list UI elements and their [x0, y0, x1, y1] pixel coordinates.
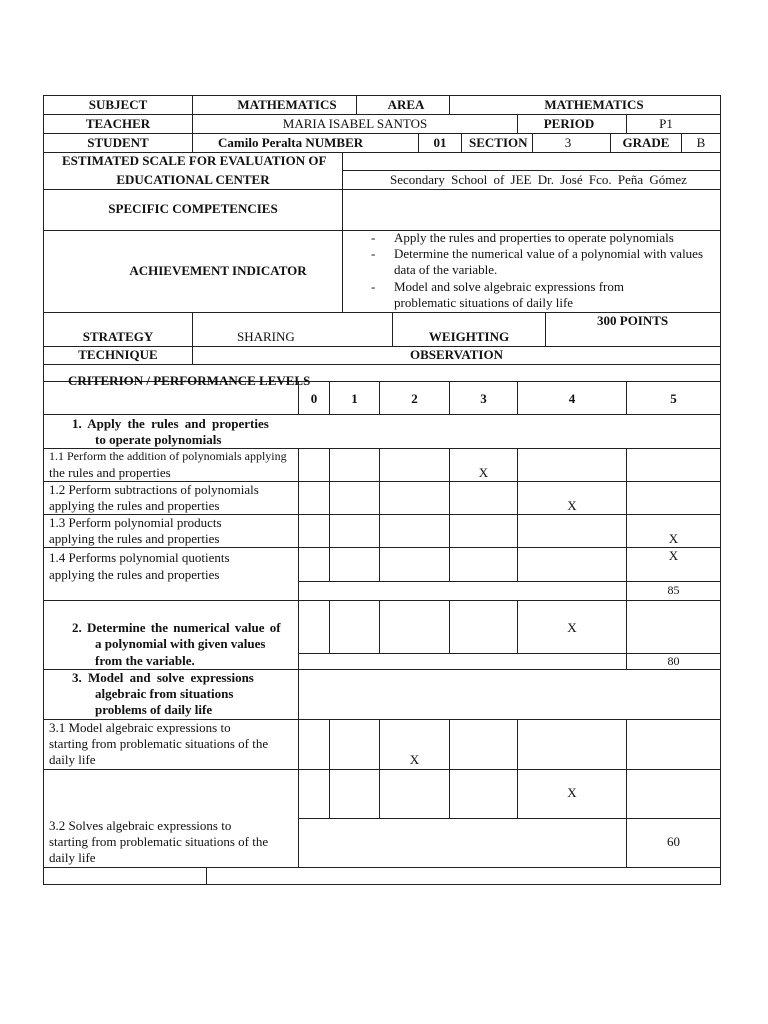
points-value: 300 POINTS	[597, 313, 669, 328]
score-cell	[329, 448, 380, 482]
teacher-label: TEACHER	[85, 116, 151, 131]
score-cell	[449, 719, 518, 770]
mark-x: X	[668, 548, 679, 563]
score-cell	[517, 719, 627, 770]
score-cell	[626, 769, 721, 819]
mark-x: X	[409, 752, 420, 767]
scale-label: ESTIMATED SCALE FOR EVALUATION OF	[62, 153, 327, 168]
c1-title: to operate polynomials	[95, 432, 222, 447]
c3-title: algebraic from situations	[95, 686, 234, 701]
center-label: EDUCATIONAL CENTER	[116, 172, 270, 187]
score-cell	[626, 719, 721, 770]
score-cell	[298, 600, 330, 654]
subtotal-row	[298, 653, 627, 670]
c1-1-label: 1.1 Perform the addition of polynomials applying	[49, 449, 287, 463]
subtotal-score-2: 80	[667, 654, 680, 668]
subtotal-row	[298, 581, 627, 601]
score-cell	[329, 600, 380, 654]
c2-label: 2. Determine the numerical value of	[72, 620, 281, 635]
c1-title: 1. Apply the rules and properties	[72, 416, 269, 431]
number-value: 01	[433, 135, 447, 150]
score-cell	[449, 514, 518, 548]
score-cell	[449, 547, 518, 582]
indicator-line: Determine the numerical value of a polynomial with values	[394, 246, 704, 261]
competencies-label: SPECIFIC COMPETENCIES	[108, 201, 278, 216]
center-value: Secondary School of JEE Dr. José Fco. Peña Gómez	[390, 172, 687, 187]
student-value: Camilo Peralta NUMBER	[218, 135, 364, 150]
indicator-label: ACHIEVEMENT INDICATOR	[129, 263, 307, 278]
strategy-label: STRATEGY	[82, 329, 154, 344]
mark-x: X	[567, 620, 577, 635]
period-label: PERIOD	[543, 116, 595, 131]
c1-3-label: 1.3 Perform polynomial products	[49, 515, 222, 530]
scale-value-cell	[342, 152, 721, 171]
score-cell	[379, 547, 450, 582]
score-cell	[298, 481, 330, 515]
level-0: 0	[310, 391, 318, 406]
c1-4-label: 1.4 Performs polynomial quotients	[49, 550, 230, 565]
indicator-line: problematic situations of daily life	[394, 295, 574, 310]
score-cell	[379, 481, 450, 515]
c2-label: a polynomial with given values	[95, 636, 266, 651]
score-cell	[449, 481, 518, 515]
area-label: AREA	[387, 97, 425, 112]
score-cell	[329, 514, 380, 548]
c3-title: 3. Model and solve expressions	[72, 670, 254, 685]
mark-x: X	[478, 465, 489, 480]
indicator-line: Apply the rules and properties to operate polynomials	[394, 230, 674, 245]
indicator-line: Model and solve algebraic expressions from	[394, 279, 624, 294]
mark-x: X	[567, 785, 577, 800]
score-cell	[449, 600, 518, 654]
indicator-bullet: -	[371, 279, 376, 294]
c1-1-label: the rules and properties	[49, 465, 171, 480]
indicator-bullet: -	[371, 230, 376, 245]
grade-value: B	[696, 135, 706, 150]
competencies-value-cell	[342, 189, 721, 231]
level-3: 3	[480, 391, 487, 406]
level-4: 4	[568, 391, 576, 406]
score-cell	[329, 719, 380, 770]
score-cell	[298, 719, 330, 770]
score-cell	[329, 547, 380, 582]
c1-2-label: applying the rules and properties	[49, 498, 220, 513]
score-cell	[298, 547, 330, 582]
score-cell	[626, 448, 721, 482]
c1-4-label: applying the rules and properties	[49, 567, 220, 582]
teacher-value: MARIA ISABEL SANTOS	[282, 116, 428, 131]
section-label: SECTION	[469, 135, 528, 150]
grade-label: GRADE	[622, 135, 670, 150]
c3-1-label: 3.1 Model algebraic expressions to	[49, 720, 231, 735]
area-value: MATHEMATICS	[544, 97, 644, 112]
score-cell	[298, 448, 330, 482]
section-value: 3	[564, 135, 572, 150]
c3-1-label: daily life	[49, 752, 96, 767]
footer-cell	[206, 867, 721, 885]
score-cell	[449, 769, 518, 819]
strategy-value: SHARING	[237, 329, 295, 344]
score-cell	[379, 600, 450, 654]
c3-title: problems of daily life	[95, 702, 213, 717]
score-cell	[626, 600, 721, 654]
c3-2-label: daily life	[49, 850, 96, 865]
c2-label: from the variable.	[95, 653, 195, 668]
subject-label: SUBJECT	[88, 97, 148, 112]
score-cell	[379, 514, 450, 548]
c3-1-label: starting from problematic situations of the	[49, 736, 269, 751]
score-cell	[298, 514, 330, 548]
c3-title-blank	[298, 669, 721, 720]
student-label: STUDENT	[87, 135, 149, 150]
score-cell	[517, 547, 627, 582]
indicator-line: data of the variable.	[394, 262, 498, 277]
score-cell	[517, 448, 627, 482]
mark-x: X	[567, 498, 577, 513]
score-cell	[626, 481, 721, 515]
subject-value: MATHEMATICS	[237, 97, 337, 112]
score-cell	[517, 514, 627, 548]
score-cell	[379, 448, 450, 482]
level-2: 2	[411, 391, 418, 406]
criterion-header: CRITERION / PERFORMANCE LEVELS	[68, 373, 311, 388]
level-1: 1	[351, 391, 358, 406]
period-value: P1	[659, 116, 673, 131]
indicator-bullet: -	[371, 246, 376, 261]
score-cell	[329, 769, 380, 819]
score-cell	[379, 769, 450, 819]
subtotal-score-1: 85	[667, 583, 680, 597]
mark-x: X	[668, 531, 679, 546]
footer-cell	[43, 867, 207, 885]
c1-2-label: 1.2 Perform subtractions of polynomials	[49, 482, 259, 497]
score-cell	[329, 481, 380, 515]
subtotal-score-3: 60	[667, 834, 680, 849]
c1-3-label: applying the rules and properties	[49, 531, 220, 546]
c3-2-label: starting from problematic situations of the	[49, 834, 269, 849]
c3-2-label: 3.2 Solves algebraic expressions to	[49, 818, 232, 833]
subtotal-row	[298, 818, 627, 868]
score-cell	[298, 769, 330, 819]
technique-label: TECHNIQUE	[78, 347, 158, 362]
technique-value: OBSERVATION	[410, 347, 503, 362]
weighting-label: WEIGHTING	[428, 329, 510, 344]
level-5: 5	[670, 391, 677, 406]
